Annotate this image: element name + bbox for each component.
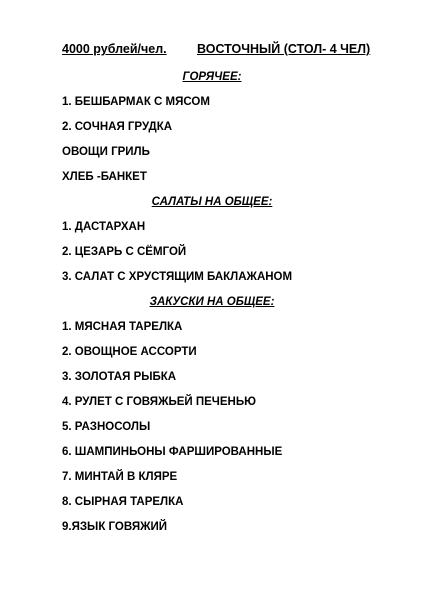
menu-title: ВОСТОЧНЫЙ (СТОЛ- 4 ЧЕЛ): [197, 42, 371, 56]
list-item: 6. ШАМПИНЬОНЫ ФАРШИРОВАННЫЕ: [62, 446, 283, 458]
list-item: 3. ЗОЛОТАЯ РЫБКА: [62, 371, 177, 383]
list-item: 2. СОЧНАЯ ГРУДКА: [62, 121, 173, 133]
list-item: 1. БЕШБАРМАК С МЯСОМ: [62, 96, 210, 108]
list-item: ХЛЕБ -БАНКЕТ: [62, 171, 147, 183]
list-item: 2. ЦЕЗАРЬ С СЁМГОЙ: [62, 246, 187, 258]
list-item: 1. МЯСНАЯ ТАРЕЛКА: [62, 321, 183, 333]
list-item: 8. СЫРНАЯ ТАРЕЛКА: [62, 496, 184, 508]
list-item: 5. РАЗНОСОЛЫ: [62, 421, 151, 433]
list-item: 1. ДАСТАРХАН: [62, 221, 146, 233]
section-title-appetizers: ЗАКУСКИ НА ОБЩЕЕ:: [149, 296, 275, 308]
list-item: 7. МИНТАЙ В КЛЯРЕ: [62, 471, 178, 483]
list-item: 3. САЛАТ С ХРУСТЯЩИМ БАКЛАЖАНОМ: [62, 271, 293, 283]
list-item: 2. ОВОЩНОЕ АССОРТИ: [62, 346, 197, 358]
section-title-hot: ГОРЯЧЕЕ:: [182, 71, 242, 83]
list-item: 4. РУЛЕТ С ГОВЯЖЬЕЙ ПЕЧЕНЬЮ: [62, 396, 256, 408]
price-per-person: 4000 рублей/чел.: [62, 42, 167, 56]
list-item: ОВОЩИ ГРИЛЬ: [62, 146, 150, 158]
list-item: 9.ЯЗЫК ГОВЯЖИЙ: [62, 521, 168, 533]
section-title-salads: САЛАТЫ НА ОБЩЕЕ:: [151, 196, 273, 208]
